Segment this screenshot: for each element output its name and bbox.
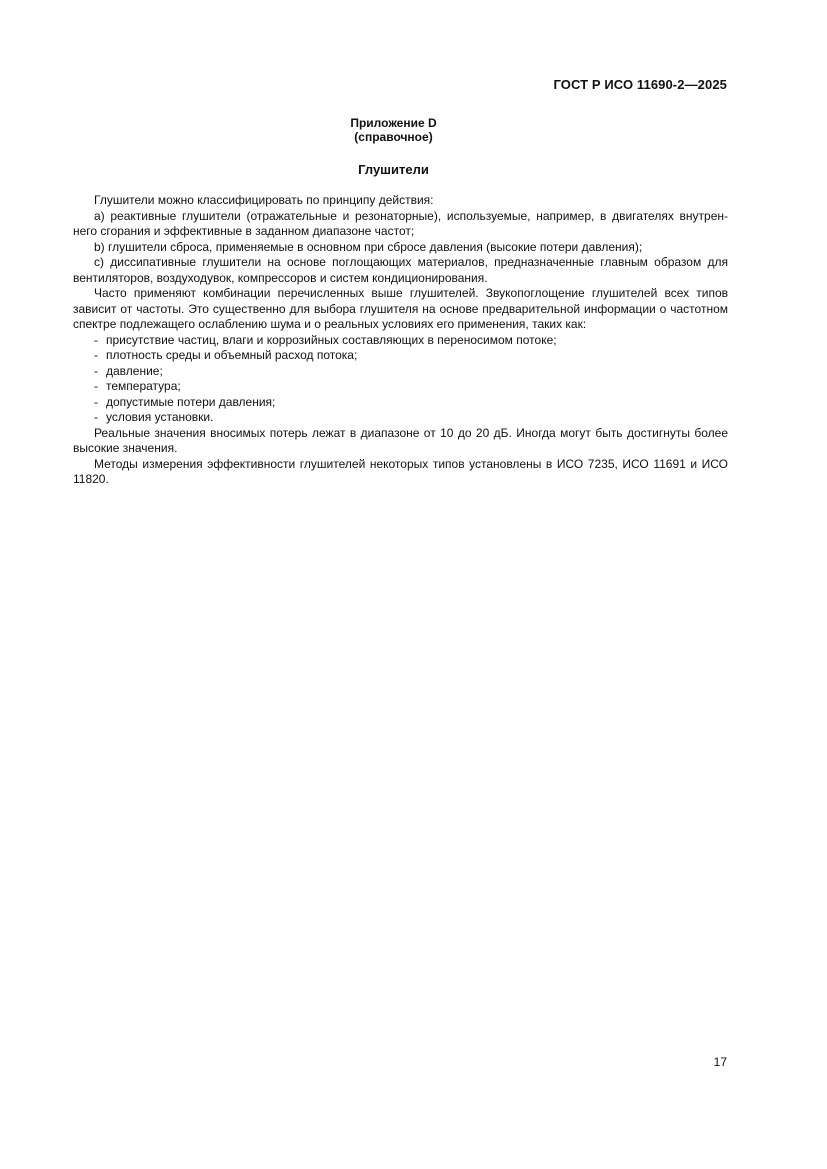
list-item: - плотность среды и объемный расход потока; (94, 348, 358, 362)
dash-marker: - (94, 363, 98, 378)
classification-item-c: с) диссипативные глушители на основе поглощающих материалов, предназначенные главным образом для вентиляторов, воздуходувок, компрессоров и систем кондиционирования. (73, 255, 728, 285)
list-item: - условия установки. (94, 410, 214, 424)
intro-paragraph: Глушители можно классифицировать по принципу действия: (94, 193, 434, 207)
annex-status: (справочное) (354, 130, 433, 144)
conditions-list (73, 333, 728, 426)
classification-item-b: b) глушители сброса, применяемые в основном при сбросе давления (высокие потери давления); (94, 239, 643, 254)
dash-marker: - (94, 394, 98, 409)
list-item: - давление; (94, 363, 163, 378)
annex-heading: Глушители (358, 162, 429, 177)
list-item: - температура; (94, 379, 181, 393)
dash-marker: - (94, 379, 98, 393)
document-code: ГОСТ Р ИСО 11690-2—2025 (553, 77, 727, 92)
classification-item-a: а) реактивные глушители (отражательные и резонаторные), используемые, например, в двигателях внутрен-него сгорания и эффективные в заданном диапазоне частот; (73, 208, 728, 238)
combination-paragraph: Часто применяют комбинации перечисленных выше глушителей. Звукопоглощение глушителей всех типов зависит от частоты. Это существенно для выбора глушителя на основе предварительной информации о частотном спектре подлежащего ослаблению шума и о реальных условиях его применения, таких как: (73, 286, 728, 331)
page-number: 17 (713, 1055, 727, 1069)
list-item: - допустимые потери давления; (94, 394, 276, 409)
annex-body (73, 193, 728, 488)
insertion-loss-paragraph: Реальные значения вносимых потерь лежат в диапазоне от 10 до 20 дБ. Иногда могут быть достигнуты более высокие значения. (73, 425, 728, 455)
dash-marker: - (94, 410, 98, 424)
list-item: - присутствие частиц, влаги и коррозийных составляющих в переносимом потоке; (94, 332, 557, 347)
dash-marker: - (94, 348, 98, 362)
dash-marker: - (94, 332, 98, 347)
annex-title-label: Приложение D (350, 116, 437, 130)
methods-paragraph: Методы измерения эффективности глушителей некоторых типов установлены в ИСО 7235, ИСО 11691 и ИСО 11820. (73, 456, 728, 486)
annex-title (0, 116, 787, 144)
